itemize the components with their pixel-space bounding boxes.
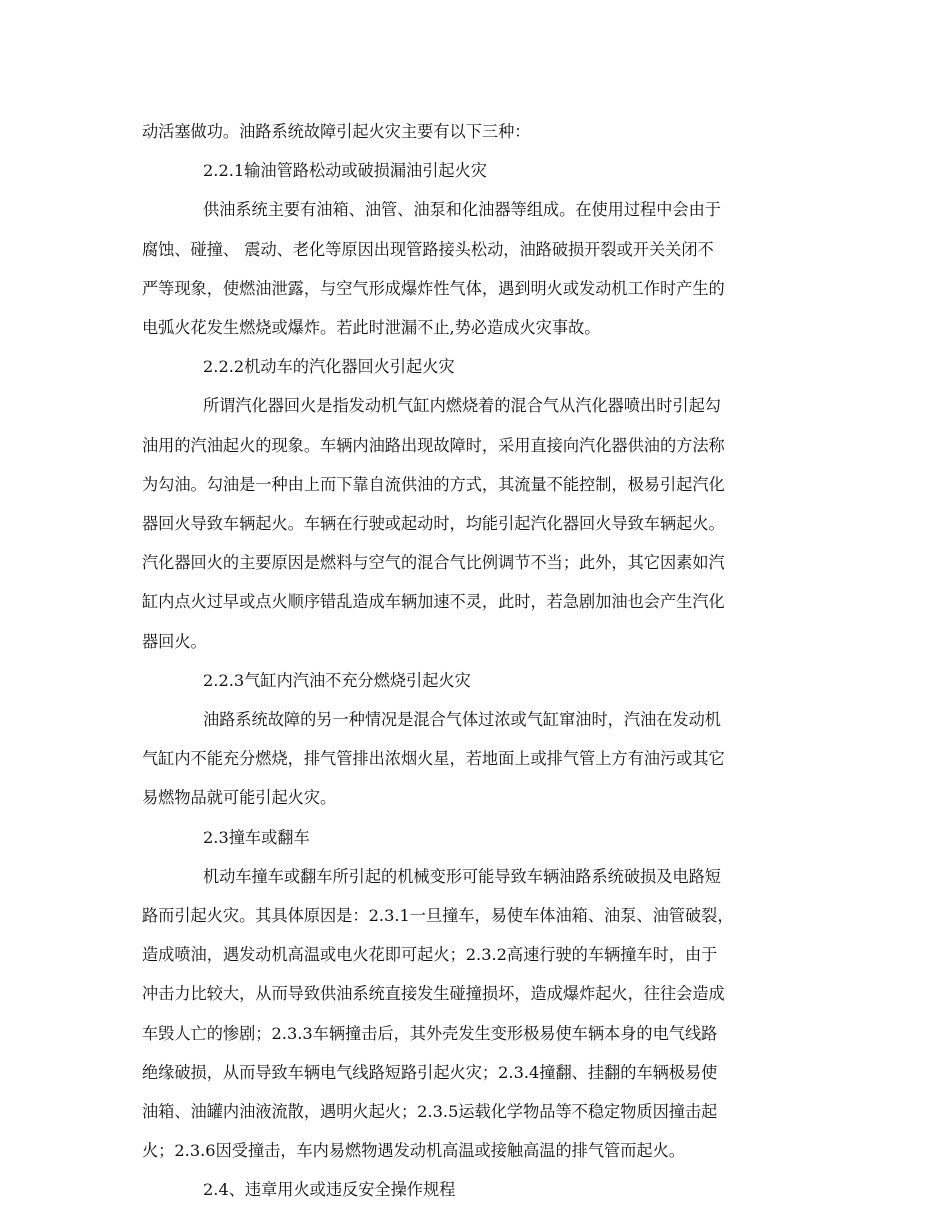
text-line: 汽化器回火的主要原因是燃料与空气的混合气比例调节不当；此外，其它因素如汽 [142,553,725,573]
text-line: 严等现象，使燃油泄露，与空气形成爆炸性气体，遇到明火或发动机工作时产生的 [142,278,725,298]
paragraph [142,386,816,660]
text-line: 油路系统故障的另一种情况是混合气体过浓或气缸窜油时，汽油在发动机 [203,710,721,730]
section-heading-2-2-1 [142,151,816,190]
text-line: 火；2.3.6因受撞击，车内易燃物遇发动机高温或接触高温的排气管而起火。 [142,1141,685,1161]
text-line: 机动车撞车或翻车所引起的机械变形可能导致车辆油路系统破损及电路短 [203,866,721,886]
text-line: 易燃物品就可能引起火灾。 [142,788,337,808]
text-line: 缸内点火过早或点火顺序错乱造成车辆加速不灵，此时，若急剧加油也会产生汽化 [142,592,725,612]
paragraph [142,190,816,347]
text-line: 冲击力比较大，从而导致供油系统直接发生碰撞损坏，造成爆炸起火，往往会造成 [142,984,725,1004]
text-line: 油用的汽油起火的现象。车辆内油路出现故障时，采用直接向汽化器供油的方法称 [142,435,725,455]
heading-text: 2.2.1输油管路松动或破损漏油引起火灾 [203,161,487,181]
text-line: 绝缘破损，从而导致车辆电气线路短路引起火灾；2.3.4撞翻、挂翻的车辆极易使 [142,1062,718,1082]
section-heading-2-3 [142,818,816,857]
paragraph [142,700,816,818]
text-line: 为勾油。勾油是一种由上而下靠自流供油的方式，其流量不能控制，极易引起汽化 [142,474,725,494]
text-line: 供油系统主要有油箱、油管、油泵和化油器等组成。在使用过程中会由于 [203,200,721,220]
heading-text: 2.3撞车或翻车 [203,827,310,847]
text-line: 动活塞做功。油路系统故障引起火灾主要有以下三种： [142,122,531,141]
paragraph [142,857,816,1171]
text-line: 造成喷油，遇发动机高温或电火花即可起火；2.3.2高速行驶的车辆撞车时，由于 [142,945,718,965]
text-line: 器回火。 [142,631,207,651]
heading-text: 2.2.2机动车的汽化器回火引起火灾 [203,357,455,377]
text-line: 车毁人亡的惨剧；2.3.3车辆撞击后，其外壳发生变形极易使车辆本身的电气线路 [142,1023,718,1043]
paragraph [142,112,816,151]
heading-text: 2.2.3气缸内汽油不充分燃烧引起火灾 [203,670,471,690]
text-line: 器回火导致车辆起火。车辆在行驶或起动时，均能引起汽化器回火导致车辆起火。 [142,514,725,534]
text-line: 气缸内不能充分燃烧，排气管排出浓烟火星，若地面上或排气管上方有油污或其它 [142,749,725,769]
section-heading-2-2-3 [142,661,816,700]
heading-text: 2.4、违章用火或违反安全操作规程 [203,1180,456,1200]
section-heading-2-4 [142,1170,816,1209]
text-line: 电弧火花发生燃烧或爆炸。若此时泄漏不止,势必造成火灾事故。 [142,318,601,338]
text-line: 路而引起火灾。其具体原因是：2.3.1一旦撞车，易使车体油箱、油泵、油管破裂， [142,906,734,926]
text-line: 油箱、油罐内油液流散，遇明火起火；2.3.5运载化学物品等不稳定物质因撞击起 [142,1102,718,1122]
text-line: 所谓汽化器回火是指发动机气缸内燃烧着的混合气从汽化器喷出时引起勾 [203,396,721,416]
text-line: 腐蚀、碰撞、 震动、老化等原因出现管路接头松动，油路破损开裂或开关关闭不 [142,239,714,259]
document-page [142,112,816,1210]
section-heading-2-2-2 [142,347,816,386]
